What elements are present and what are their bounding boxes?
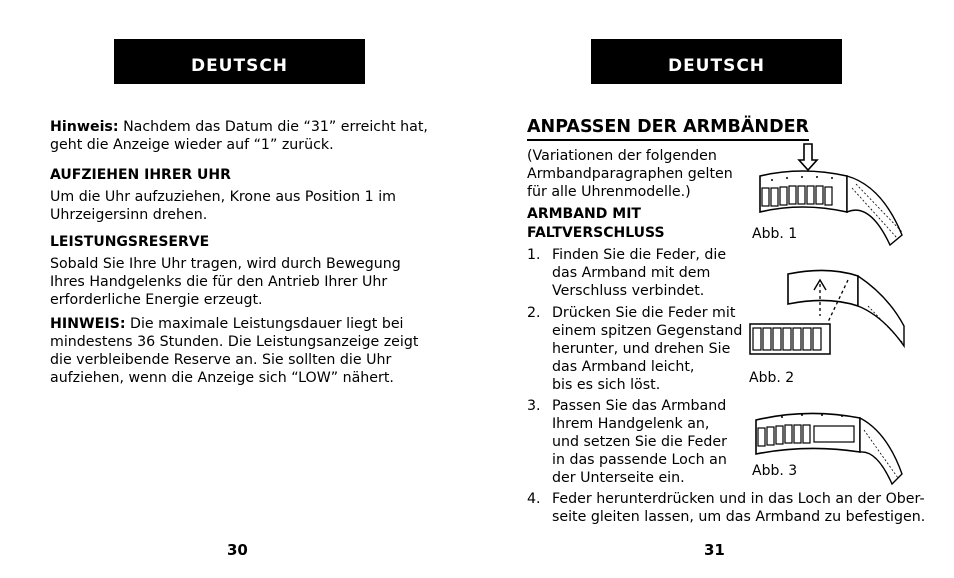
step-text-line: seite gleiten lassen, um das Armband zu befestigen. xyxy=(552,509,926,525)
subheading-folding-clasp xyxy=(527,205,665,243)
note-hinweis-power xyxy=(50,315,418,387)
figure-label-3: Abb. 3 xyxy=(752,463,798,479)
step-text-line: Verschluss verbindet. xyxy=(552,283,705,299)
step-number: 4. xyxy=(527,491,541,507)
note-hinweis-date xyxy=(50,118,428,154)
page-title: ANPASSEN DER ARMBÄNDER xyxy=(527,116,809,141)
left-page-header: DEUTSCH xyxy=(114,39,365,84)
note-label: HINWEIS: xyxy=(50,316,126,332)
bracelet-clasp-illustration-1 xyxy=(752,140,907,255)
step-text-line: bis es sich löst. xyxy=(552,377,661,393)
figure-label-1: Abb. 1 xyxy=(752,226,798,242)
paragraph-line: Uhrzeigersinn drehen. xyxy=(50,207,208,223)
step-text-line: in das passende Loch an xyxy=(552,452,727,468)
step-text-line: Finden Sie die Feder, die xyxy=(552,247,727,263)
down-arrow-icon xyxy=(799,144,817,170)
step-text-line: Ihrem Handgelenk an, xyxy=(552,416,710,432)
step-text-line: das Armband mit dem xyxy=(552,265,711,281)
note-text: Die maximale Leistungsdauer liegt bei xyxy=(125,316,404,332)
paragraph-line: Sobald Sie Ihre Uhr tragen, wird durch Bewegung xyxy=(50,256,401,272)
step-text-line: Drücken Sie die Feder mit xyxy=(552,305,736,321)
paragraph-line: Um die Uhr aufzuziehen, Krone aus Position 1 im xyxy=(50,189,396,205)
paragraph-line: aufziehen, wenn die Anzeige sich “LOW” nähert. xyxy=(50,370,394,386)
step-text-line: der Unterseite ein. xyxy=(552,470,685,486)
step-text-line: Passen Sie das Armband xyxy=(552,398,727,414)
bracelet-clasp-illustration-3 xyxy=(752,402,907,492)
intro-note xyxy=(527,147,733,201)
page-number-left: 30 xyxy=(227,541,248,559)
paragraph-line: für alle Uhrenmodelle.) xyxy=(527,184,691,200)
figure-label-2: Abb. 2 xyxy=(749,370,795,386)
step-text-line: Feder herunterdrücken und in das Loch an der Ober- xyxy=(552,491,925,507)
subheading-line: ARMBAND MIT xyxy=(527,206,641,222)
paragraph-line: die verbleibende Reserve an. Sie sollten die Uhr xyxy=(50,352,392,368)
section-heading-winding: AUFZIEHEN IHRER UHR xyxy=(50,167,231,183)
step-text-line: herunter, und drehen Sie xyxy=(552,341,731,357)
step-number: 1. xyxy=(527,247,541,263)
paragraph-line: mindestens 36 Stunden. Die Leistungsanzeige zeigt xyxy=(50,334,419,350)
section-body-winding xyxy=(50,188,396,224)
note-text: geht die Anzeige wieder auf “1” zurück. xyxy=(50,137,334,153)
step-number: 2. xyxy=(527,305,541,321)
paragraph-line: Ihres Handgelenks die für den Antrieb Ihrer Uhr xyxy=(50,274,388,290)
right-page-header: DEUTSCH xyxy=(591,39,842,84)
section-heading-power-reserve: LEISTUNGSRESERVE xyxy=(50,234,210,250)
paragraph-line: (Variationen der folgenden xyxy=(527,148,717,164)
step-number: 3. xyxy=(527,398,541,414)
step-text-line: das Armband leicht, xyxy=(552,359,695,375)
paragraph-line: Armbandparagraphen gelten xyxy=(527,166,733,182)
paragraph-line: erforderliche Energie erzeugt. xyxy=(50,292,263,308)
bracelet-clasp-illustration-2 xyxy=(748,266,906,376)
step-text-line: und setzen Sie die Feder xyxy=(552,434,727,450)
subheading-line: FALTVERSCHLUSS xyxy=(527,225,665,241)
step-text-line: einem spitzen Gegenstand xyxy=(552,323,743,339)
note-text: Nachdem das Datum die “31” erreicht hat, xyxy=(118,119,428,135)
page-number-right: 31 xyxy=(704,541,725,559)
note-label: Hinweis: xyxy=(50,119,119,135)
section-body-power-reserve xyxy=(50,255,401,309)
